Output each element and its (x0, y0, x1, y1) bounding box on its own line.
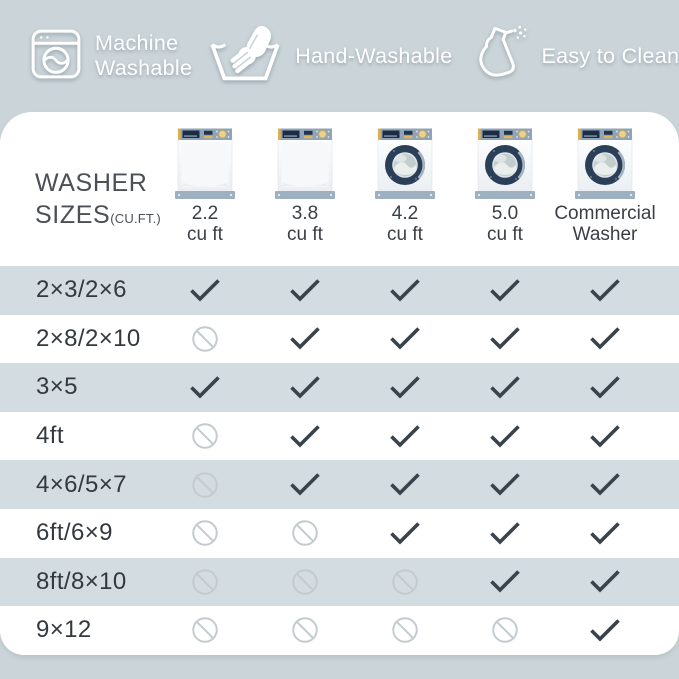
check-icon (389, 472, 421, 497)
availability-cell (355, 424, 455, 449)
legend-item-easy-to-clean (471, 24, 679, 89)
availability-cell (355, 568, 455, 596)
check-icon (589, 521, 621, 546)
table-row (0, 315, 679, 364)
table-row (0, 460, 679, 509)
availability-cell (555, 375, 655, 400)
availability-cell (155, 519, 255, 547)
table-row (0, 509, 679, 558)
check-icon (389, 278, 421, 303)
front-load-washer-icon (574, 125, 636, 199)
row-size-label: 9×12 (36, 616, 92, 644)
column-label-size: 4.2 (391, 203, 419, 224)
availability-cell (455, 616, 555, 644)
check-icon (289, 278, 321, 303)
table-row (0, 412, 679, 461)
availability-cell (255, 375, 355, 400)
washer-sizes-title-unit: (CU.FT.) (110, 211, 161, 226)
availability-cell (255, 519, 355, 547)
prohibited-icon (491, 616, 519, 644)
comparison-panel (0, 112, 679, 655)
availability-cell (455, 278, 555, 303)
washer-sizes-title (0, 125, 161, 235)
legend-item-machine-washable (30, 28, 192, 85)
row-size-label: 3×5 (36, 373, 78, 401)
check-icon (189, 375, 221, 400)
top-load-washer-icon (174, 125, 236, 199)
column-label-size: 3.8 (291, 203, 319, 224)
check-icon (289, 375, 321, 400)
availability-cell (455, 424, 555, 449)
legend-label: Easy to Clean (541, 43, 679, 68)
washer-column-header (555, 125, 655, 245)
column-label (287, 203, 323, 245)
availability-cell (455, 326, 555, 351)
prohibited-icon (291, 519, 319, 547)
check-icon (589, 424, 621, 449)
availability-cell (255, 278, 355, 303)
column-label-unit: cu ft (487, 224, 523, 245)
washer-sizes-title-line2: SIZES(CU.FT.) (35, 201, 161, 229)
prohibited-icon (191, 568, 219, 596)
spray-bottle-icon (471, 24, 529, 89)
availability-cell (555, 326, 655, 351)
check-icon (389, 521, 421, 546)
check-icon (389, 424, 421, 449)
check-icon (589, 278, 621, 303)
prohibited-icon (391, 616, 419, 644)
availability-cell (155, 422, 255, 450)
availability-cell (155, 375, 255, 400)
table-row (0, 266, 679, 315)
table-row (0, 558, 679, 607)
size-rows (0, 266, 679, 655)
check-icon (489, 278, 521, 303)
availability-cell (355, 278, 455, 303)
availability-cell (355, 472, 455, 497)
availability-cell (255, 568, 355, 596)
washing-machine-icon (30, 28, 82, 85)
availability-cell (455, 569, 555, 594)
check-icon (489, 375, 521, 400)
availability-cell (555, 472, 655, 497)
row-size-label: 2×8/2×10 (36, 324, 141, 352)
prohibited-icon (291, 616, 319, 644)
check-icon (289, 424, 321, 449)
check-icon (389, 326, 421, 351)
washer-column-header (455, 125, 555, 245)
column-label-size: Commercial (554, 203, 656, 224)
column-label-unit: cu ft (187, 224, 223, 245)
front-load-washer-icon (474, 125, 536, 199)
availability-cell (455, 472, 555, 497)
column-label (387, 203, 423, 245)
column-label-size: 2.2 (191, 203, 219, 224)
availability-cell (255, 616, 355, 644)
table-row (0, 606, 679, 655)
row-size-label: 4×6/5×7 (36, 470, 127, 498)
column-label (487, 203, 523, 245)
check-icon (589, 472, 621, 497)
table-header (0, 112, 679, 266)
prohibited-icon (191, 519, 219, 547)
washer-column-headers (155, 125, 655, 245)
washer-sizes-title-line1: WASHER (35, 169, 148, 197)
column-label (187, 203, 223, 245)
availability-cell (455, 375, 555, 400)
top-load-washer-icon (274, 125, 336, 199)
check-icon (489, 521, 521, 546)
check-icon (289, 472, 321, 497)
row-size-label: 6ft/6×9 (36, 519, 113, 547)
column-label-size: 5.0 (491, 203, 519, 224)
availability-cell (455, 521, 555, 546)
legend-band (0, 0, 679, 112)
check-icon (489, 326, 521, 351)
check-icon (389, 375, 421, 400)
availability-cell (155, 278, 255, 303)
washer-column-header (355, 125, 455, 245)
check-icon (589, 618, 621, 643)
availability-cell (255, 326, 355, 351)
legend-item-hand-washable (208, 24, 452, 89)
availability-cell (355, 616, 455, 644)
check-icon (489, 569, 521, 594)
column-label-unit: cu ft (387, 224, 423, 245)
check-icon (189, 278, 221, 303)
legend-label: Hand-Washable (295, 43, 453, 68)
row-size-label: 4ft (36, 422, 64, 450)
availability-cell (255, 472, 355, 497)
front-load-washer-icon (374, 125, 436, 199)
check-icon (589, 326, 621, 351)
prohibited-icon (191, 422, 219, 450)
availability-cell (355, 375, 455, 400)
washer-column-header (255, 125, 355, 245)
table-row (0, 363, 679, 412)
availability-cell (555, 424, 655, 449)
column-label (554, 203, 655, 245)
legend-label-line: Machine (95, 31, 179, 55)
row-size-label: 8ft/8×10 (36, 567, 127, 595)
availability-cell (555, 278, 655, 303)
row-size-label: 2×3/2×6 (36, 276, 127, 304)
legend-label-line: Washable (95, 56, 193, 80)
prohibited-icon (291, 568, 319, 596)
availability-cell (155, 471, 255, 499)
availability-cell (355, 326, 455, 351)
prohibited-icon (191, 325, 219, 353)
column-label-unit: Washer (572, 224, 638, 245)
prohibited-icon (391, 568, 419, 596)
availability-cell (155, 568, 255, 596)
prohibited-icon (191, 616, 219, 644)
check-icon (489, 472, 521, 497)
availability-cell (155, 325, 255, 353)
availability-cell (555, 618, 655, 643)
availability-cell (355, 521, 455, 546)
availability-cell (255, 424, 355, 449)
washer-column-header (155, 125, 255, 245)
hand-wash-icon (208, 24, 282, 89)
check-icon (589, 569, 621, 594)
check-icon (489, 424, 521, 449)
availability-cell (555, 521, 655, 546)
check-icon (289, 326, 321, 351)
check-icon (589, 375, 621, 400)
column-label-unit: cu ft (287, 224, 323, 245)
legend-label (95, 31, 192, 81)
prohibited-icon (191, 471, 219, 499)
availability-cell (555, 569, 655, 594)
availability-cell (155, 616, 255, 644)
